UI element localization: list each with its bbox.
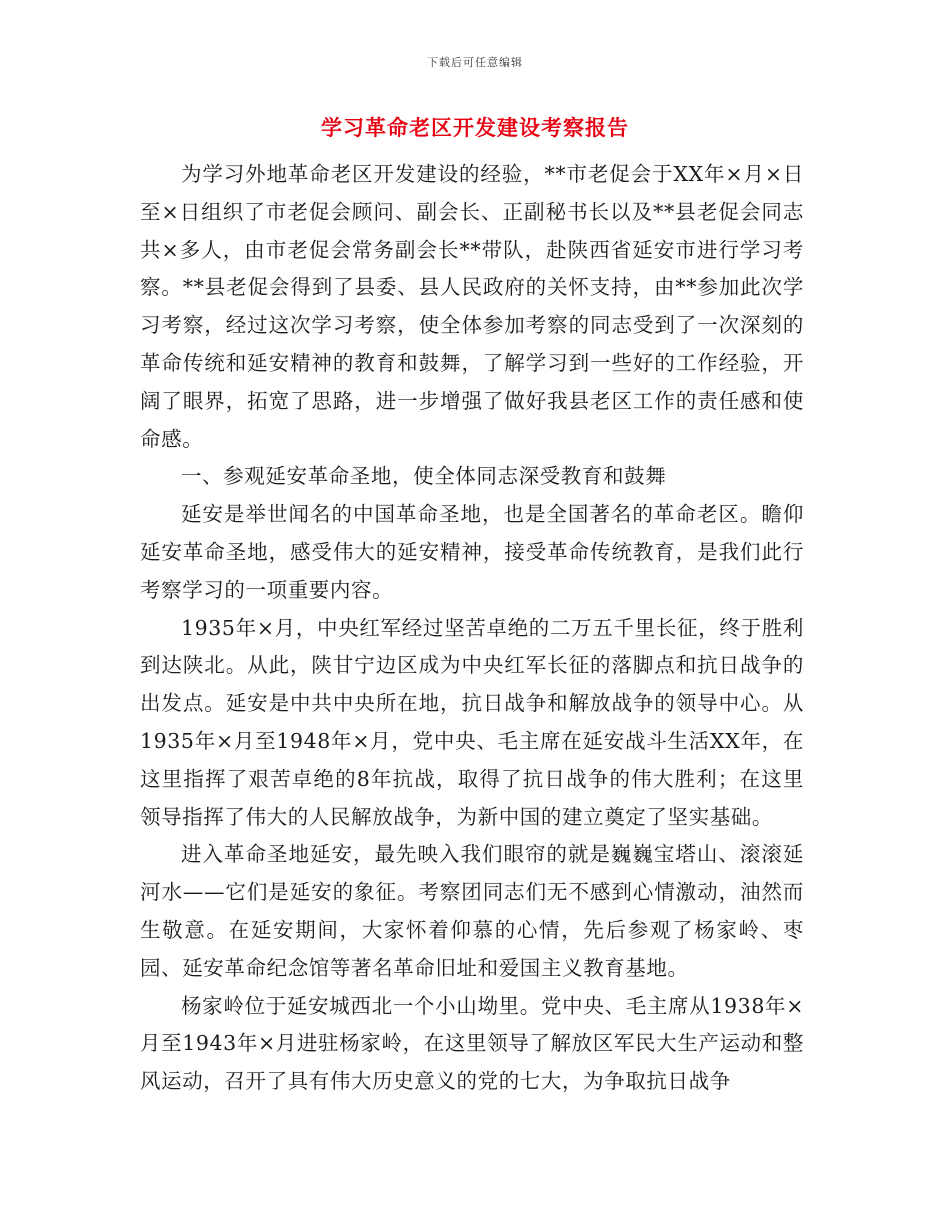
document-body [140, 156, 804, 1101]
paragraph-yangjialing: 杨家岭位于延安城西北一个小山坳里。党中央、毛主席从1938年×月至1943年×月进驻杨家岭，在这里领导了解放区军民大生产运动和整风运动，召开了具有伟大历史意义的党的七大，为争取抗日战争 [140, 993, 804, 1094]
header-note: 下载后可任意编辑 [427, 56, 523, 69]
paragraph-visit: 进入革命圣地延安，最先映入我们眼帘的就是巍巍宝塔山、滚滚延河水——它们是延安的象征。考察团同志们无不感到心情激动，油然而生敬意。在延安期间，大家怀着仰慕的心情，先后参观了杨家岭、枣园、延安革命纪念馆等著名革命旧址和爱国主义教育基地。 [140, 842, 804, 980]
paragraph-intro: 为学习外地革命老区开发建设的经验，**市老促会于XX年×月×日至×日组织了市老促会顾问、副会长、正副秘书长以及**县老促会同志共×多人，由市老促会常务副会长**带队，赴陕西省延安市进行学习考察。**县老促会得到了县委、县人民政府的关怀支持，由**参加此次学习考察，经过这次学习考察，使全体参加考察的同志受到了一次深刻的革命传统和延安精神的教育和鼓舞，了解学习到一些好的工作经验，开阔了眼界，拓宽了思路，进一步增强了做好我县老区工作的责任感和使命感。 [140, 162, 804, 451]
paragraph-yanan-intro: 延安是举世闻名的中国革命圣地，也是全国著名的革命老区。瞻仰延安革命圣地，感受伟大的延安精神，接受革命传统教育，是我们此行考察学习的一项重要内容。 [140, 502, 804, 602]
document-title: 学习革命老区开发建设考察报告 [321, 115, 629, 140]
section-heading-1: 一、参观延安革命圣地，使全体同志深受教育和鼓舞 [181, 464, 667, 489]
paragraph-history: 1935年×月，中央红军经过坚苦卓绝的二万五千里长征，终于胜利到达陕北。从此，陕甘宁边区成为中央红军长征的落脚点和抗日战争的出发点。延安是中共中央所在地，抗日战争和解放战争的领导中心。从1935年×月至1948年×月，党中央、毛主席在延安战斗生活XX年，在这里指挥了艰苦卓绝的8年抗战，取得了抗日战争的伟大胜利；在这里领导指挥了伟大的人民解放战争，为新中国的建立奠定了坚实基础。 [140, 615, 804, 829]
